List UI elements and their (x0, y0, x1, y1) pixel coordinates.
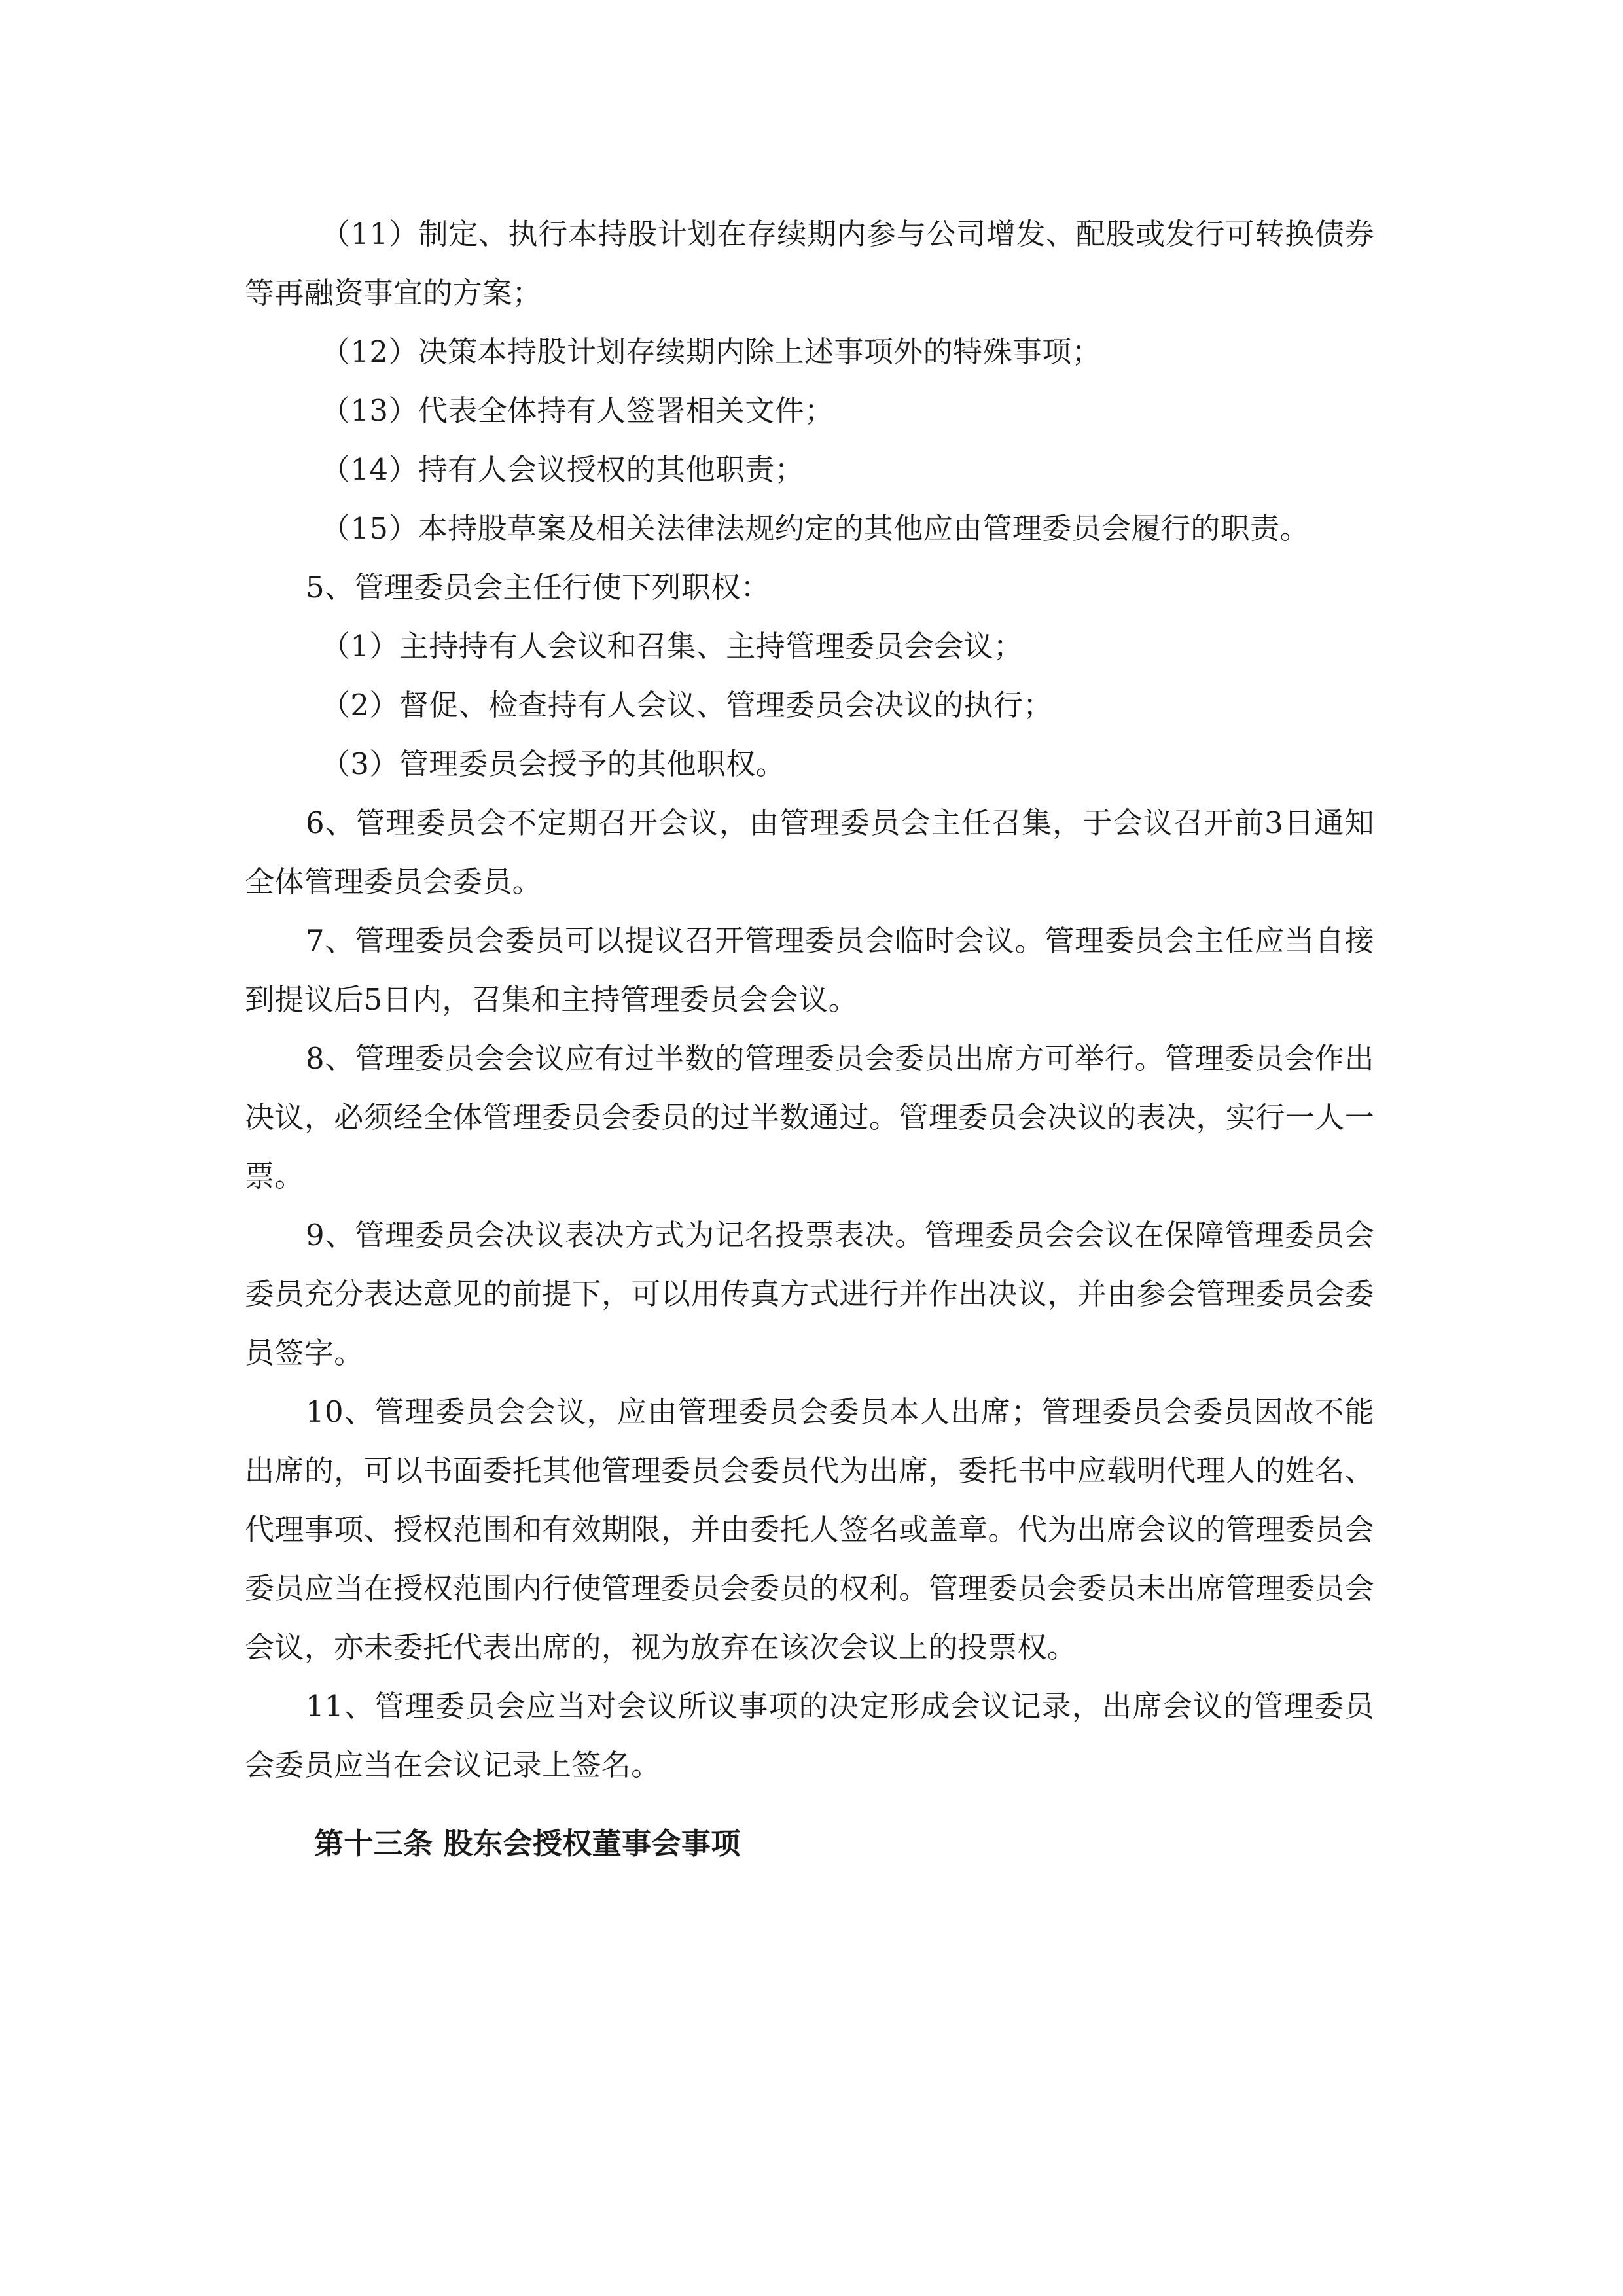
paragraph-item-13: （13）代表全体持有人签署相关文件； (321, 393, 834, 428)
paragraph-item-14: （14）持有人会议授权的其他职责； (321, 452, 805, 487)
section-heading: 第十三条 股东会授权董事会事项 (314, 1826, 741, 1861)
paragraph-clause-11: 11、管理委员会应当对会议所议事项的决定形成会议记录，出席会议的管理委员会委员应当在会议记录上签名。 (245, 1689, 1374, 1782)
paragraph-item-12: （12）决策本持股计划存续期内除上述事项外的特殊事项； (321, 334, 1102, 369)
paragraph-clause-6: 6、管理委员会不定期召开会议，由管理委员会主任召集，于会议召开前3日通知全体管理委员会委员。 (245, 805, 1374, 899)
paragraph-clause-9: 9、管理委员会决议表决方式为记名投票表决。管理委员会会议在保障管理委员会委员充分表达意见的前提下，可以用传真方式进行并作出决议，并由参会管理委员会委员签字。 (245, 1218, 1374, 1370)
section-spacer (245, 1795, 1374, 1814)
paragraph-item-15: （15）本持股草案及相关法律法规约定的其他应由管理委员会履行的职责。 (321, 511, 1310, 546)
paragraph-clause-7: 7、管理委员会委员可以提议召开管理委员会临时会议。管理委员会主任应当自接到提议后5日内，召集和主持管理委员会会议。 (245, 923, 1374, 1017)
paragraph-item-1: （1）主持持有人会议和召集、主持管理委员会会议； (321, 629, 1024, 663)
paragraph-item-11: （11）制定、执行本持股计划在存续期内参与公司增发、配股或发行可转换债券等再融资事宜的方案； (245, 217, 1374, 310)
paragraph-clause-8: 8、管理委员会会议应有过半数的管理委员会委员出席方可举行。管理委员会作出决议，必须经全体管理委员会委员的过半数通过。管理委员会决议的表决，实行一人一票。 (245, 1041, 1374, 1193)
paragraph-clause-5: 5、管理委员会主任行使下列职权： (306, 570, 771, 605)
paragraph-item-3: （3）管理委员会授予的其他职权。 (321, 747, 786, 781)
document-page (245, 205, 1374, 1873)
paragraph-item-2: （2）督促、检查持有人会议、管理委员会决议的执行； (321, 688, 1053, 722)
paragraph-clause-10: 10、管理委员会会议，应由管理委员会委员本人出席；管理委员会委员因故不能出席的，可以书面委托其他管理委员会委员代为出席，委托书中应载明代理人的姓名、代理事项、授权范围和有效期限，并由委托人签名或盖章。代为出席会议的管理委员会委员应当在授权范围内行使管理委员会委员的权利。管理委员会委员未出席管理委员会会议，亦未委托代表出席的，视为放弃在该次会议上的投票权。 (245, 1394, 1374, 1665)
